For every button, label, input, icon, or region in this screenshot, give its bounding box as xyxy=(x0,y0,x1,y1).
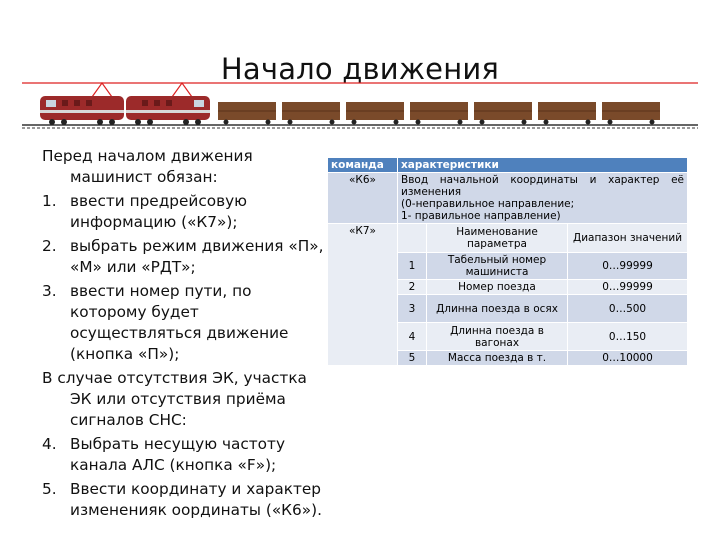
param-num: 4 xyxy=(398,323,427,351)
intro-text: Перед началом движения машинист обязан: xyxy=(42,147,253,186)
list-item-text: ввести номер пути, по которому будет осуществляться движение (кнопка «П»); xyxy=(70,282,289,363)
sub-header-name: Наименование параметра xyxy=(427,224,568,253)
header-command: команда xyxy=(328,158,398,173)
sub-header-num xyxy=(398,224,427,253)
command-k6: «К6» xyxy=(328,173,398,224)
k6-line-3: 1- правильное направление) xyxy=(401,210,561,222)
list-number: 2. xyxy=(42,237,57,255)
list-item xyxy=(42,479,327,521)
table-header-row xyxy=(328,158,688,173)
table-row-k7-header xyxy=(328,224,688,253)
k6-line-1: Ввод начальной координаты и характер её изменения xyxy=(401,174,685,198)
param-num: 3 xyxy=(398,295,427,323)
param-range: 0…500 xyxy=(568,295,688,323)
sub-header-range: Диапазон значений xyxy=(568,224,688,253)
param-name: Масса поезда в т. xyxy=(427,351,568,366)
param-name: Длинна поезда в вагонах xyxy=(427,323,568,351)
steps-list-2 xyxy=(42,434,327,521)
list-item xyxy=(42,191,327,233)
steps-list-1 xyxy=(42,191,327,365)
param-range: 0…10000 xyxy=(568,351,688,366)
param-num: 1 xyxy=(398,253,427,280)
param-range: 0…99999 xyxy=(568,280,688,295)
list-item-text: Выбрать несущую частоту канала АЛС (кнопка «F»); xyxy=(70,435,286,474)
list-item-text: Ввести координату и характер измененияк оординаты («К6»). xyxy=(70,480,322,519)
list-item xyxy=(42,236,327,278)
param-name: Табельный номер машиниста xyxy=(427,253,568,280)
param-num: 5 xyxy=(398,351,427,366)
condition-text: В случае отсутствия ЭК, участка ЭК или отсутствия приёма сигналов СНС: xyxy=(42,369,307,429)
table-row-k6 xyxy=(328,173,688,224)
k6-line-2: (0-неправильное направление; xyxy=(401,198,575,210)
k6-description xyxy=(398,173,688,224)
list-item xyxy=(42,434,327,476)
list-item-text: ввести предрейсовую информацию («К7»); xyxy=(70,192,248,231)
param-range: 0…99999 xyxy=(568,253,688,280)
list-number: 3. xyxy=(42,282,57,300)
train-illustration xyxy=(22,80,698,132)
list-number: 1. xyxy=(42,192,57,210)
command-k7: «К7» xyxy=(328,224,398,366)
list-number: 4. xyxy=(42,435,57,453)
param-name: Номер поезда xyxy=(427,280,568,295)
list-number: 5. xyxy=(42,480,57,498)
param-name: Длинна поезда в осях xyxy=(427,295,568,323)
slide-title: Начало движения xyxy=(220,52,500,86)
param-num: 2 xyxy=(398,280,427,295)
list-item-text: выбрать режим движения «П», «М» или «РДТ»; xyxy=(70,237,324,276)
param-range: 0…150 xyxy=(568,323,688,351)
commands-table xyxy=(327,157,688,366)
header-characteristics: характеристики xyxy=(398,158,688,173)
instructions-text xyxy=(42,146,327,524)
list-item xyxy=(42,281,327,365)
